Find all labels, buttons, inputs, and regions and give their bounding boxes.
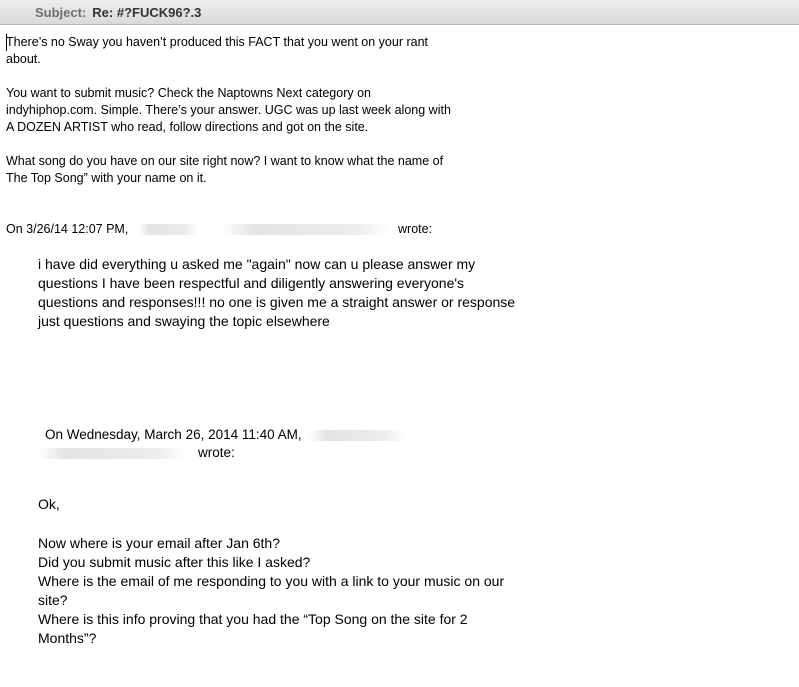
- redacted-name: [138, 224, 198, 235]
- reply-paragraph-2[interactable]: You want to submit music? Check the Naptowns Next category on indyhiphop.com. Simple. There’s your answer. UGC was up last week along with A DOZEN ARTIST who read, follow directions and got on the site.: [6, 86, 451, 134]
- reply-paragraph-3[interactable]: What song do you have on our site right now? I want to know what the name of The Top Song” with your name on it.: [6, 154, 444, 185]
- attribution-1-prefix: On 3/26/14 12:07 PM,: [6, 222, 129, 236]
- subject-label: Subject:: [35, 4, 87, 20]
- message-header: [0, 0, 799, 25]
- attribution-line-1: [6, 221, 506, 238]
- attribution-line-2: [45, 426, 445, 462]
- quoted-message-1: i have did everything u asked me "again" now can u please answer my questions I have been respectful and diligently answering everyone's questions and responses!!! no one is given me a straight answer or response just questions and swaying the topic elsewhere: [38, 256, 516, 329]
- reply-paragraph-1[interactable]: There’s no Sway you haven’t produced this FACT that you went on your rant about.: [6, 35, 428, 66]
- attribution-2-prefix: On Wednesday, March 26, 2014 11:40 AM,: [45, 427, 302, 442]
- attribution-2-suffix: wrote:: [198, 445, 235, 460]
- quoted-greeting: Ok,: [38, 496, 60, 512]
- redacted-email: [221, 224, 391, 235]
- attribution-1-suffix: wrote:: [398, 222, 433, 236]
- redacted-name: [309, 430, 404, 441]
- quoted-message-2: Now where is your email after Jan 6th? Did you submit music after this like I asked? Where is the email of me responding to you with a link to your music on our site? Where is this info proving that you had the “Top Song on the site for 2 Months”?: [38, 535, 505, 646]
- subject-value: Re: #?FUCK96?.3: [92, 4, 202, 20]
- redacted-email: [37, 448, 187, 459]
